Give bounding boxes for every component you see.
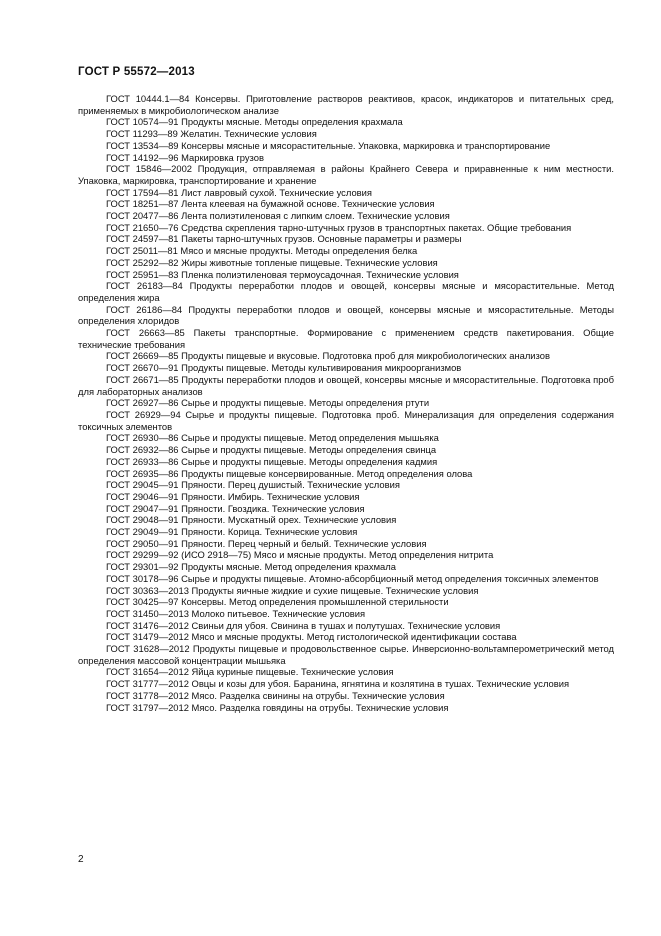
reference-entry: ГОСТ 29301—92 Продукты мясные. Метод определения крахмала — [106, 561, 396, 573]
reference-entry: ГОСТ 26186—84 Продукты переработки плодов и овощей, консервы мясные и мясорастительные. Методы определения хлоридов — [78, 303, 614, 327]
reference-entry: ГОСТ 26663—85 Пакеты транспортные. Формирование с применением средств пакетирования. Общие технические требования — [78, 327, 614, 350]
document-header: ГОСТ Р 55572—2013 — [78, 66, 195, 78]
reference-entry: ГОСТ 25011—81 Мясо и мясные продукты. Методы определения белка — [106, 245, 418, 257]
reference-entry: ГОСТ 31479—2012 Мясо и мясные продукты. Метод гистологической идентификации состава — [106, 631, 517, 643]
reference-entry: ГОСТ 10444.1—84 Консервы. Приготовление растворов реактивов, красок, индикаторов и питательных сред, применяемых в микробиологическом анализе — [78, 93, 614, 116]
reference-entry: ГОСТ 26930—86 Сырье и продукты пищевые. Метод определения мышьяка — [106, 432, 439, 444]
reference-entry: ГОСТ 17594—81 Лист лавровый сухой. Технические условия — [106, 186, 372, 198]
reference-entry: ГОСТ 24597—81 Пакеты тарно-штучных грузов. Основные параметры и размеры — [106, 233, 462, 245]
reference-entry: ГОСТ 26669—85 Продукты пищевые и вкусовые. Подготовка проб для микробиологических анализов — [106, 350, 550, 362]
reference-entry: ГОСТ 31654—2012 Яйца куриные пищевые. Технические условия — [106, 666, 394, 678]
reference-entry: ГОСТ 31628—2012 Продукты пищевые и продовольственное сырье. Инверсионно-вольтамперометрический метод определения массовой концентрации мышьяка — [78, 643, 614, 666]
reference-entry: ГОСТ 30425—97 Консервы. Метод определения промышленной стерильности — [106, 596, 449, 608]
reference-entry: ГОСТ 26935—86 Продукты пищевые консервированные. Метод определения олова — [106, 467, 473, 479]
reference-entry: ГОСТ 21650—76 Средства скрепления тарно-штучных грузов в транспортных пакетах. Общие требования — [106, 221, 572, 233]
reference-entry: ГОСТ 10574—91 Продукты мясные. Методы определения крахмала — [106, 116, 403, 128]
reference-entry: ГОСТ 29299—92 (ИСО 2918—75) Мясо и мясные продукты. Метод определения нитрита — [106, 549, 494, 561]
reference-entry: ГОСТ 11293—89 Желатин. Технические условия — [106, 128, 317, 140]
reference-entry: ГОСТ 20477—86 Лента полиэтиленовая с липким слоем. Технические условия — [106, 210, 450, 222]
reference-entry: ГОСТ 31797—2012 Мясо. Разделка говядины на отрубы. Технические условия — [106, 701, 449, 713]
reference-entry: ГОСТ 29046—91 Пряности. Имбирь. Технические условия — [106, 490, 360, 502]
reference-entry: ГОСТ 31778—2012 Мясо. Разделка свинины на отрубы. Технические условия — [106, 689, 445, 701]
reference-entry: ГОСТ 26933—86 Сырье и продукты пищевые. Методы определения кадмия — [106, 455, 438, 467]
reference-entry: ГОСТ 31450—2013 Молоко питьевое. Технические условия — [106, 607, 366, 619]
reference-entry: ГОСТ 25951—83 Пленка полиэтиленовая термоусадочная. Технические условия — [106, 268, 459, 280]
reference-entry: ГОСТ 30363—2013 Продукты яичные жидкие и сухие пищевые. Технические условия — [106, 584, 479, 596]
reference-list — [78, 93, 614, 713]
reference-entry: ГОСТ 30178—96 Сырье и продукты пищевые. Атомно-абсорбционный метод определения токсичных элементов — [106, 572, 599, 584]
reference-entry: ГОСТ 26927—86 Сырье и продукты пищевые. Методы определения ртути — [106, 397, 430, 409]
reference-entry: ГОСТ 18251—87 Лента клеевая на бумажной основе. Технические условия — [106, 198, 435, 210]
reference-entry: ГОСТ 31777—2012 Овцы и козы для убоя. Баранина, ягнятина и козлятина в тушах. Технические условия — [106, 678, 570, 690]
reference-entry: ГОСТ 26670—91 Продукты пищевые. Методы культивирования микроорганизмов — [106, 362, 462, 374]
reference-entry: ГОСТ 26671—85 Продукты переработки плодов и овощей, консервы мясные и мясорастительные. Подготовка проб для лабораторных анализов — [78, 373, 614, 397]
reference-entry: ГОСТ 15846—2002 Продукция, отправляемая в районы Крайнего Севера и приравненные к ним местности. Упаковка, маркировка, транспортирование и хранение — [78, 163, 614, 186]
reference-entry: ГОСТ 26183—84 Продукты переработки плодов и овощей, консервы мясные и мясорастительные. Метод определения жира — [78, 280, 614, 303]
reference-entry: ГОСТ 25292—82 Жиры животные топленые пищевые. Технические условия — [106, 256, 438, 268]
reference-entry: ГОСТ 13534—89 Консервы мясные и мясорастительные. Упаковка, маркировка и транспортирование — [106, 139, 551, 151]
reference-entry: ГОСТ 29050—91 Пряности. Перец черный и белый. Технические условия — [106, 537, 427, 549]
reference-entry: ГОСТ 26932—86 Сырье и продукты пищевые. Методы определения свинца — [106, 444, 437, 456]
reference-entry: ГОСТ 14192—96 Маркировка грузов — [106, 151, 264, 163]
reference-entry: ГОСТ 26929—94 Сырье и продукты пищевые. Подготовка проб. Минерализация для определения содержания токсичных элементов — [78, 408, 614, 432]
reference-entry: ГОСТ 29045—91 Пряности. Перец душистый. Технические условия — [106, 479, 400, 491]
reference-entry: ГОСТ 29048—91 Пряности. Мускатный орех. Технические условия — [106, 514, 397, 526]
reference-entry: ГОСТ 29047—91 Пряности. Гвоздика. Технические условия — [106, 502, 365, 514]
page-number: 2 — [78, 854, 84, 865]
reference-entry: ГОСТ 29049—91 Пряности. Корица. Технические условия — [106, 526, 358, 538]
reference-entry: ГОСТ 31476—2012 Свиньи для убоя. Свинина в тушах и полутушах. Технические условия — [106, 619, 501, 631]
